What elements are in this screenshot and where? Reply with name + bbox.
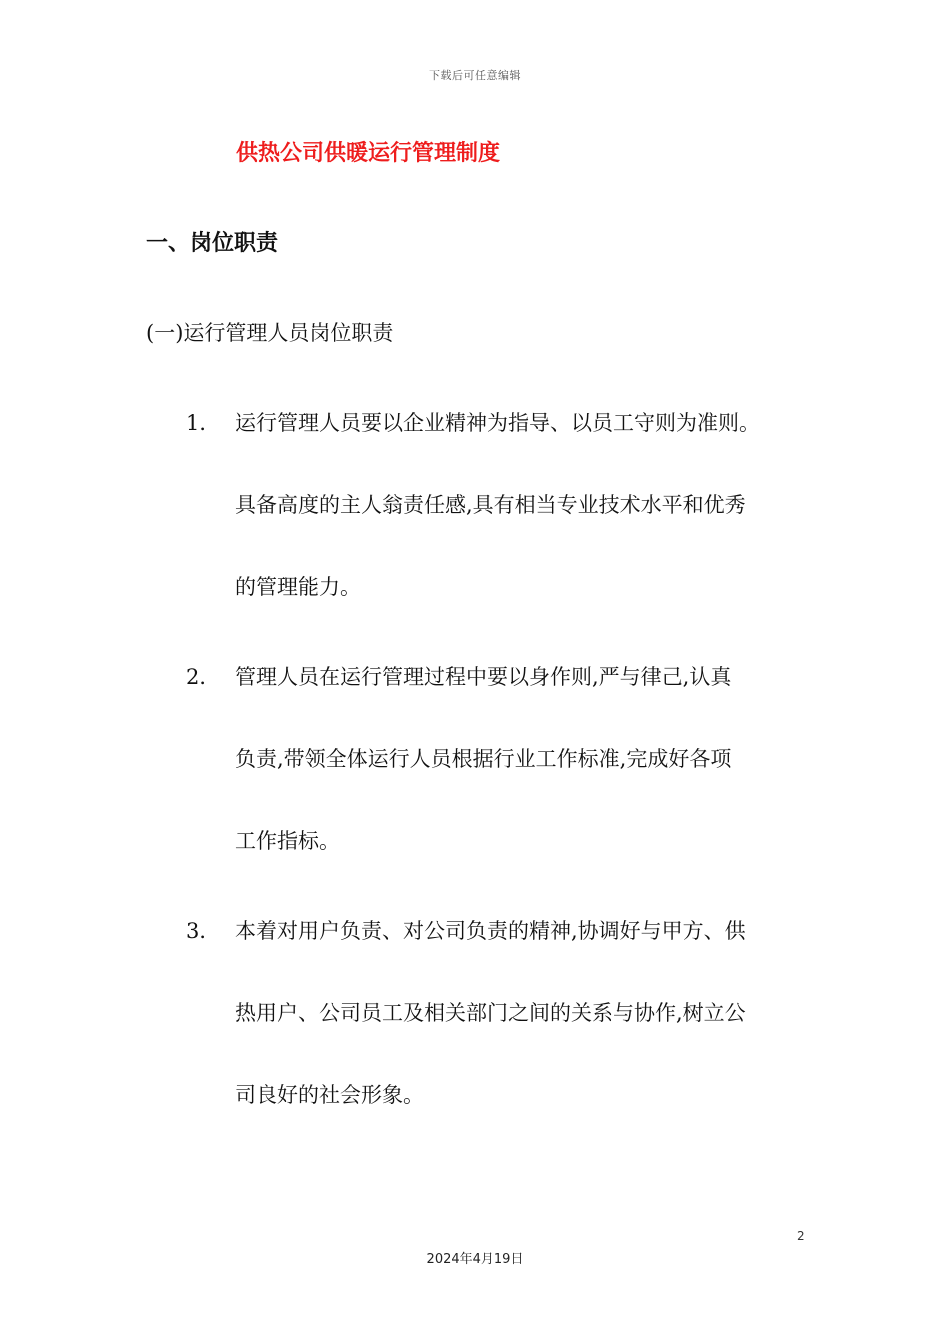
header-note: 下载后可任意编辑 [429, 69, 521, 82]
document-title: 供热公司供暖运行管理制度 [236, 141, 501, 166]
item-line: 司良好的社会形象。 [235, 1083, 424, 1107]
footer-date: 2024年4月19日 [426, 1252, 524, 1267]
item-line: 工作指标。 [235, 829, 340, 853]
page-number: 2 [797, 1229, 805, 1243]
item-line: 负责,带领全体运行人员根据行业工作标准,完成好各项 [235, 747, 732, 771]
item-number: 1． [186, 411, 221, 435]
section-heading: 一、岗位职责 [146, 231, 279, 256]
item-number: 2． [186, 665, 221, 689]
item-line: 运行管理人员要以企业精神为指导、以员工守则为准则。 [235, 411, 760, 435]
item-line: 热用户、公司员工及相关部门之间的关系与协作,树立公 [235, 1001, 746, 1025]
item-line: 管理人员在运行管理过程中要以身作则,严与律己,认真 [235, 665, 732, 689]
item-number: 3． [186, 919, 221, 943]
subsection-heading: (一)运行管理人员岗位职责 [146, 321, 394, 345]
item-line: 本着对用户负责、对公司负责的精神,协调好与甲方、供 [235, 919, 746, 943]
item-line: 具备高度的主人翁责任感,具有相当专业技术水平和优秀 [235, 493, 746, 517]
item-line: 的管理能力。 [235, 575, 361, 599]
